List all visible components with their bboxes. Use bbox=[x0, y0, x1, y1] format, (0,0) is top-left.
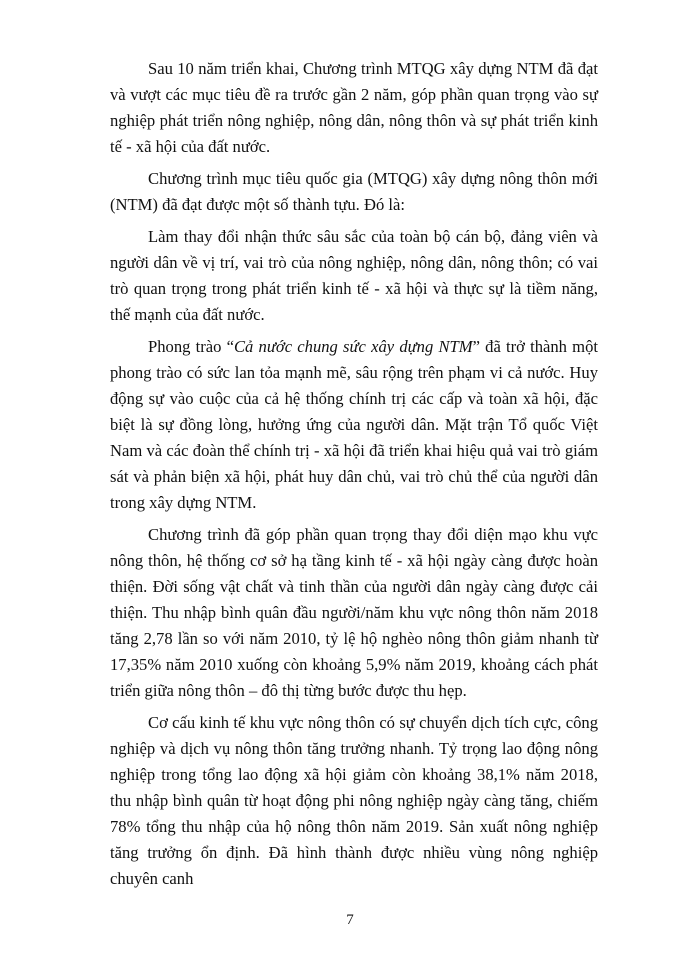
paragraph: Cơ cấu kinh tế khu vực nông thôn có sự chuyển dịch tích cực, công nghiệp và dịch vụ nông thôn tăng trưởng nhanh. Tỷ trọng lao động nông nghiệp trong tổng lao động xã hội giảm còn khoảng 38,1% năm 2018, thu nhập bình quân từ hoạt động phi nông nghiệp ngày càng tăng, chiếm 78% tổng thu nhập của hộ nông thôn năm 2019. Sản xuất nông nghiệp tăng trưởng ổn định. Đã hình thành được nhiều vùng nông nghiệp chuyên canh bbox=[110, 713, 598, 888]
page-number: 7 bbox=[346, 912, 354, 928]
paragraph: Sau 10 năm triển khai, Chương trình MTQG xây dựng NTM đã đạt và vượt các mục tiêu đề ra trước gần 2 năm, góp phần quan trọng vào sự nghiệp phát triển nông nghiệp, nông dân, nông thôn và sự phát triển kinh tế - xã hội của đất nước. bbox=[110, 59, 598, 156]
paragraph-text-before: Phong trào “ bbox=[148, 337, 234, 356]
paragraph bbox=[110, 334, 598, 516]
paragraph: Chương trình đã góp phần quan trọng thay đổi diện mạo khu vực nông thôn, hệ thống cơ sở hạ tầng kinh tế - xã hội ngày càng được hoàn thiện. Đời sống vật chất và tinh thần của người dân ngày càng được cải thiện. Thu nhập bình quân đầu người/năm khu vực nông thôn năm 2018 tăng 2,78 lần so với năm 2010, tỷ lệ hộ nghèo nông thôn giảm nhanh từ 17,35% năm 2010 xuống còn khoảng 5,9% năm 2019, khoảng cách phát triển giữa nông thôn – đô thị từng bước được thu hẹp. bbox=[110, 525, 598, 700]
movement-name-italic: Cả nước chung sức xây dựng NTM bbox=[233, 337, 473, 356]
paragraph-text-after: ” đã trở thành một phong trào có sức lan tỏa mạnh mẽ, sâu rộng trên phạm vi cả nước. Huy động sự vào cuộc của cả hệ thống chính trị các cấp và toàn xã hội, đặc biệt là sự đồng lòng, hưởng ứng của người dân. Mặt trận Tổ quốc Việt Nam và các đoàn thể chính trị - xã hội đã triển khai hiệu quả vai trò giám sát và phản biện xã hội, phát huy dân chủ, vai trò chủ thể của người dân trong xây dựng NTM. bbox=[110, 337, 598, 512]
paragraph: Làm thay đổi nhận thức sâu sắc của toàn bộ cán bộ, đảng viên và người dân về vị trí, vai trò của nông nghiệp, nông dân, nông thôn; có vai trò quan trọng trong phát triển kinh tế - xã hội và thực sự là tiềm năng, thế mạnh của đất nước. bbox=[110, 227, 598, 324]
document-body bbox=[110, 56, 598, 898]
paragraph: Chương trình mục tiêu quốc gia (MTQG) xây dựng nông thôn mới (NTM) đã đạt được một số thành tựu. Đó là: bbox=[110, 169, 598, 214]
